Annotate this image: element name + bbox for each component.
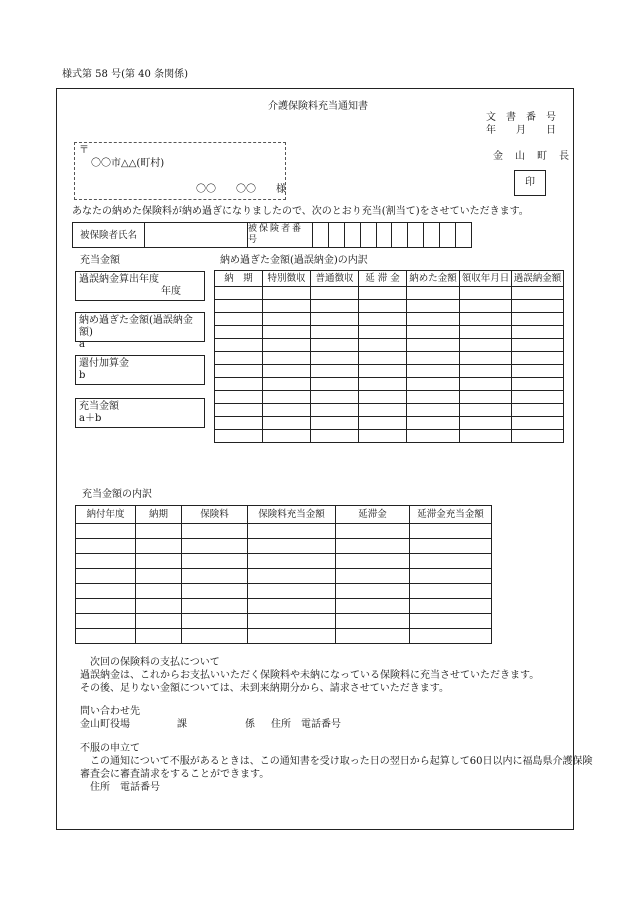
table-cell[interactable] xyxy=(248,539,336,554)
intro-text: あなたの納めた保険料が納め過ぎになりましたので、次のとおり充当(割当て)をさせていただきます。 xyxy=(72,206,529,217)
contact-address-phone: 住所 電話番号 xyxy=(271,719,341,730)
appropriated-amount-symbol: a＋b xyxy=(79,413,102,424)
table-row xyxy=(76,599,492,614)
table-cell[interactable] xyxy=(359,391,407,404)
insured-number-digit[interactable] xyxy=(408,223,424,248)
table-row xyxy=(76,539,492,554)
table-cell[interactable] xyxy=(136,629,182,644)
table-cell[interactable] xyxy=(311,417,359,430)
table-cell[interactable] xyxy=(263,352,311,365)
appeal-line1: この通知について不服があるときは、この通知書を受け取った日の翌日から起算して60日以内に福島県介護保険 xyxy=(90,756,593,767)
table-cell[interactable] xyxy=(512,300,564,313)
column-header: 納めた金額 xyxy=(407,271,460,287)
appeal-line2: 審査会に審査請求をすることができます。 xyxy=(80,769,270,780)
insured-name-value[interactable] xyxy=(145,223,248,248)
table-cell[interactable] xyxy=(215,339,263,352)
table-row xyxy=(215,326,564,339)
calc-year-box xyxy=(75,271,205,301)
table-cell[interactable] xyxy=(410,614,492,629)
table-cell[interactable] xyxy=(407,313,460,326)
table-cell[interactable] xyxy=(407,430,460,443)
next-payment-heading: 次回の保険料の支払について xyxy=(90,657,220,668)
table-cell[interactable] xyxy=(460,287,512,300)
column-header: 特別徴収 xyxy=(263,271,311,287)
table-cell[interactable] xyxy=(410,584,492,599)
table-cell[interactable] xyxy=(311,339,359,352)
column-header: 保険料 xyxy=(182,506,248,524)
column-header: 納期 xyxy=(136,506,182,524)
table-cell[interactable] xyxy=(407,339,460,352)
table-row xyxy=(215,339,564,352)
contact-heading: 問い合わせ先 xyxy=(80,706,140,717)
table-cell[interactable] xyxy=(410,539,492,554)
table-cell[interactable] xyxy=(248,569,336,584)
insured-number-digit[interactable] xyxy=(440,223,456,248)
table-cell[interactable] xyxy=(215,391,263,404)
insured-number-digit[interactable] xyxy=(344,223,360,248)
table-cell[interactable] xyxy=(359,365,407,378)
overpaid-amount-symbol: a xyxy=(79,339,85,350)
table-cell[interactable] xyxy=(512,339,564,352)
insured-number-label: 被保険者番号 xyxy=(248,223,313,248)
table-cell[interactable] xyxy=(248,524,336,539)
table-cell[interactable] xyxy=(359,404,407,417)
table-cell[interactable] xyxy=(263,326,311,339)
table-cell[interactable] xyxy=(460,404,512,417)
date-label: 年 月 日 xyxy=(486,125,556,136)
table-cell[interactable] xyxy=(263,417,311,430)
table-cell[interactable] xyxy=(182,629,248,644)
table-cell[interactable] xyxy=(336,524,410,539)
table-cell[interactable] xyxy=(182,599,248,614)
table-cell[interactable] xyxy=(136,584,182,599)
overpaid-amount-label: 納め過ぎた金額(過誤納金額) xyxy=(79,315,193,338)
table-row xyxy=(76,569,492,584)
table-cell[interactable] xyxy=(76,614,136,629)
table-cell[interactable] xyxy=(410,554,492,569)
table-row xyxy=(215,287,564,300)
table-cell[interactable] xyxy=(76,539,136,554)
table-cell[interactable] xyxy=(215,287,263,300)
table-cell[interactable] xyxy=(512,313,564,326)
table-cell[interactable] xyxy=(136,539,182,554)
addressee-name: 〇〇 〇〇 様 xyxy=(196,184,286,195)
insured-number-digit[interactable] xyxy=(328,223,344,248)
table-cell[interactable] xyxy=(410,629,492,644)
calc-year-label: 過誤納金算出年度 xyxy=(79,274,159,285)
table-cell[interactable] xyxy=(512,430,564,443)
table-cell[interactable] xyxy=(359,300,407,313)
next-payment-line2: その後、足りない金額については、未到来納期分から、請求させていただきます。 xyxy=(80,683,449,694)
table-cell[interactable] xyxy=(407,404,460,417)
table-cell[interactable] xyxy=(512,417,564,430)
table-cell[interactable] xyxy=(136,599,182,614)
table-cell[interactable] xyxy=(263,365,311,378)
table-cell[interactable] xyxy=(263,391,311,404)
table-row xyxy=(76,614,492,629)
table-cell[interactable] xyxy=(311,287,359,300)
table-cell[interactable] xyxy=(182,569,248,584)
column-header: 過誤納金額 xyxy=(512,271,564,287)
table-cell[interactable] xyxy=(215,300,263,313)
table-cell[interactable] xyxy=(336,554,410,569)
table-cell[interactable] xyxy=(336,569,410,584)
column-header: 領収年月日 xyxy=(460,271,512,287)
seal-stamp: 印 xyxy=(514,170,546,196)
column-header: 納 期 xyxy=(215,271,263,287)
table-cell[interactable] xyxy=(215,313,263,326)
table-cell[interactable] xyxy=(311,313,359,326)
table-cell[interactable] xyxy=(311,378,359,391)
table-cell[interactable] xyxy=(336,539,410,554)
table-cell[interactable] xyxy=(359,417,407,430)
table-cell[interactable] xyxy=(136,554,182,569)
refund-addition-box xyxy=(75,355,205,385)
table-cell[interactable] xyxy=(512,287,564,300)
table-cell[interactable] xyxy=(215,365,263,378)
table-cell[interactable] xyxy=(182,614,248,629)
table-cell[interactable] xyxy=(512,326,564,339)
overpaid-table-heading: 納め過ぎた金額(過誤納金)の内訳 xyxy=(220,255,368,266)
appropriated-amount-box xyxy=(75,398,205,428)
table-cell[interactable] xyxy=(248,614,336,629)
table-cell[interactable] xyxy=(359,430,407,443)
table-cell[interactable] xyxy=(311,326,359,339)
table-cell[interactable] xyxy=(215,417,263,430)
contact-office: 金山町役場 xyxy=(80,719,130,730)
table-cell[interactable] xyxy=(460,417,512,430)
table-cell[interactable] xyxy=(248,584,336,599)
table-cell[interactable] xyxy=(182,584,248,599)
table-row xyxy=(215,300,564,313)
table-cell[interactable] xyxy=(311,391,359,404)
table-cell[interactable] xyxy=(263,404,311,417)
table-cell[interactable] xyxy=(359,378,407,391)
insured-name-label: 被保険者氏名 xyxy=(73,223,145,248)
insured-number-digit[interactable] xyxy=(456,223,472,248)
table-cell[interactable] xyxy=(407,378,460,391)
insured-number-digit[interactable] xyxy=(392,223,408,248)
table-cell[interactable] xyxy=(512,404,564,417)
table-row xyxy=(215,430,564,443)
form-title: 介護保険料充当通知書 xyxy=(268,101,368,112)
table-cell[interactable] xyxy=(263,378,311,391)
table-cell[interactable] xyxy=(512,352,564,365)
table-cell[interactable] xyxy=(460,339,512,352)
refund-addition-symbol: b xyxy=(79,370,86,381)
table-cell[interactable] xyxy=(76,599,136,614)
table-cell[interactable] xyxy=(215,352,263,365)
overpaid-breakdown-table xyxy=(214,270,564,443)
table-cell[interactable] xyxy=(407,391,460,404)
postal-mark: 〒 xyxy=(79,145,89,156)
table-cell[interactable] xyxy=(263,287,311,300)
table-cell[interactable] xyxy=(76,554,136,569)
table-cell[interactable] xyxy=(407,300,460,313)
insured-number-digit[interactable] xyxy=(360,223,376,248)
table-cell[interactable] xyxy=(407,326,460,339)
table-cell[interactable] xyxy=(136,524,182,539)
table-row xyxy=(76,584,492,599)
table-row xyxy=(215,378,564,391)
table-cell[interactable] xyxy=(311,300,359,313)
refund-addition-label: 還付加算金 xyxy=(79,358,129,369)
table-cell[interactable] xyxy=(407,365,460,378)
appeal-address-phone: 住所 電話番号 xyxy=(90,782,160,793)
table-cell[interactable] xyxy=(410,569,492,584)
table-cell[interactable] xyxy=(248,554,336,569)
column-header: 延滞金充当金額 xyxy=(410,506,492,524)
table-cell[interactable] xyxy=(410,599,492,614)
table-cell[interactable] xyxy=(460,365,512,378)
next-payment-line1: 過誤納金は、これからお支払いいただく保険料や未納になっている保険料に充当させていただきます。 xyxy=(80,670,540,681)
table-cell[interactable] xyxy=(182,539,248,554)
table-cell[interactable] xyxy=(359,313,407,326)
column-header: 普通徴収 xyxy=(311,271,359,287)
column-header: 延 滞 金 xyxy=(359,271,407,287)
appropriation-breakdown-table xyxy=(75,505,492,644)
table-cell[interactable] xyxy=(407,287,460,300)
column-header: 保険料充当金額 xyxy=(248,506,336,524)
table-cell[interactable] xyxy=(336,599,410,614)
table-cell[interactable] xyxy=(460,378,512,391)
table-cell[interactable] xyxy=(136,569,182,584)
insured-number-digit[interactable] xyxy=(313,223,329,248)
table-cell[interactable] xyxy=(460,313,512,326)
table-cell[interactable] xyxy=(76,524,136,539)
overpaid-amount-box xyxy=(75,312,205,350)
table-cell[interactable] xyxy=(182,524,248,539)
calc-year-unit: 年度 xyxy=(161,286,181,297)
table-cell[interactable] xyxy=(215,326,263,339)
table-cell[interactable] xyxy=(512,365,564,378)
insured-number-digit[interactable] xyxy=(376,223,392,248)
table-cell[interactable] xyxy=(136,614,182,629)
table-cell[interactable] xyxy=(263,313,311,326)
table-cell[interactable] xyxy=(76,569,136,584)
table-cell[interactable] xyxy=(215,378,263,391)
breakdown-table-heading: 充当金額の内訳 xyxy=(82,489,152,500)
document-number-label: 文 書 番 号 xyxy=(486,112,556,123)
table-cell[interactable] xyxy=(311,404,359,417)
column-header: 納付年度 xyxy=(76,506,136,524)
table-cell[interactable] xyxy=(311,430,359,443)
contact-subsection: 係 xyxy=(245,719,255,730)
table-row xyxy=(215,404,564,417)
table-cell[interactable] xyxy=(215,430,263,443)
table-cell[interactable] xyxy=(460,300,512,313)
column-header: 延滞金 xyxy=(336,506,410,524)
table-cell[interactable] xyxy=(460,391,512,404)
table-cell[interactable] xyxy=(359,339,407,352)
table-cell[interactable] xyxy=(407,417,460,430)
insured-number-digit[interactable] xyxy=(424,223,440,248)
table-row xyxy=(76,554,492,569)
table-row xyxy=(215,365,564,378)
table-cell[interactable] xyxy=(263,339,311,352)
table-cell[interactable] xyxy=(311,365,359,378)
table-cell[interactable] xyxy=(407,352,460,365)
table-row xyxy=(215,417,564,430)
insured-table xyxy=(72,222,472,248)
table-row xyxy=(76,524,492,539)
table-cell[interactable] xyxy=(359,287,407,300)
table-cell[interactable] xyxy=(336,614,410,629)
table-cell[interactable] xyxy=(410,524,492,539)
table-row xyxy=(215,313,564,326)
table-cell[interactable] xyxy=(215,404,263,417)
table-cell[interactable] xyxy=(263,300,311,313)
table-cell[interactable] xyxy=(460,352,512,365)
table-cell[interactable] xyxy=(248,599,336,614)
table-cell[interactable] xyxy=(248,629,336,644)
appropriated-amount-label: 充当金額 xyxy=(79,401,119,412)
table-cell[interactable] xyxy=(512,378,564,391)
table-row xyxy=(215,391,564,404)
table-cell[interactable] xyxy=(182,554,248,569)
address-city: 〇〇市△△(町村) xyxy=(91,158,165,169)
table-row xyxy=(215,352,564,365)
table-cell[interactable] xyxy=(336,629,410,644)
table-cell[interactable] xyxy=(460,326,512,339)
table-cell[interactable] xyxy=(336,584,410,599)
appropriation-heading: 充当金額 xyxy=(80,255,120,266)
contact-section: 課 xyxy=(177,719,187,730)
form-code: 様式第 58 号(第 40 条関係) xyxy=(62,69,188,80)
table-row xyxy=(76,629,492,644)
issuer: 金 山 町 長 xyxy=(493,151,570,162)
table-cell[interactable] xyxy=(359,326,407,339)
table-cell[interactable] xyxy=(460,430,512,443)
table-cell[interactable] xyxy=(512,391,564,404)
appeal-heading: 不服の申立て xyxy=(80,743,140,754)
table-cell[interactable] xyxy=(263,430,311,443)
table-cell[interactable] xyxy=(76,584,136,599)
table-cell[interactable] xyxy=(359,352,407,365)
table-cell[interactable] xyxy=(76,629,136,644)
table-cell[interactable] xyxy=(311,352,359,365)
